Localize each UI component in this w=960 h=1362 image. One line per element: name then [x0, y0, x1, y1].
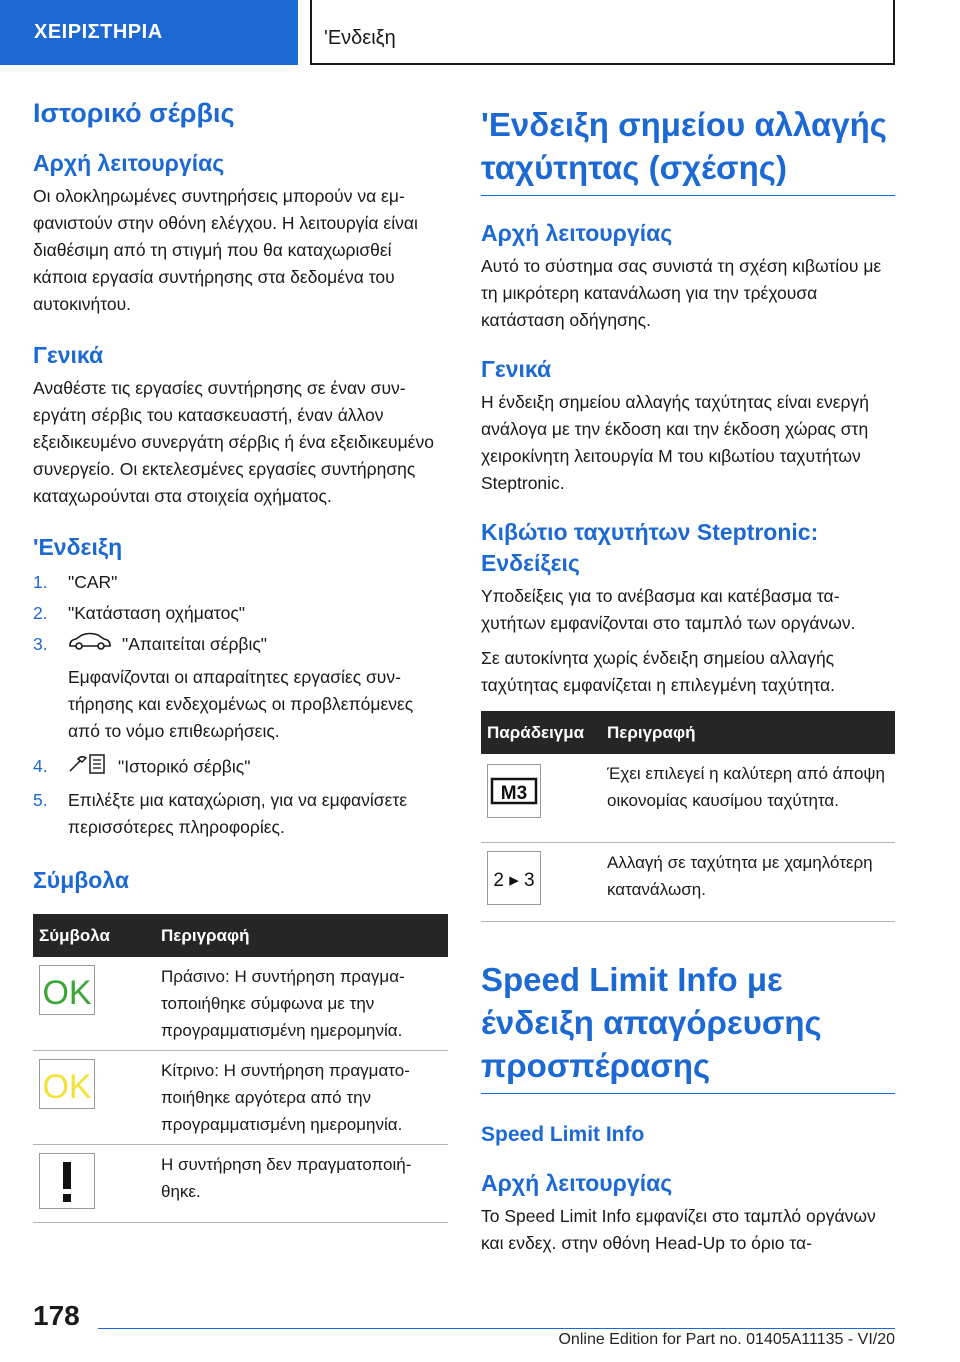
service-history-title: Ιστορικό σέρβις — [33, 98, 235, 128]
table-row — [33, 1145, 448, 1223]
row-description: Πράσινο: Η συντήρηση πραγματοποιήθηκε σύμφωνα με την προγραμματισμένη ημερομηνία. — [155, 957, 448, 1051]
step-number: 5. — [33, 790, 48, 811]
principle-text: Οι ολοκληρωμένες συντηρήσεις μπορούν να εμφανιστούν στην οθόνη ελέγχου. Η λειτουργία είναι διαθέσιμη από τη στιγμή που θα καταχωρισθεί κάποια εργασία συντήρησης στα δεδομένα του αυτοκινήτου. — [33, 186, 418, 314]
row-description: Έχει επιλεγεί η καλύτερη από άποψη οικονομίας καυσίμου ταχύτητα. — [601, 754, 895, 843]
steptronic-text-2: Σε αυτοκίνητα χωρίς ένδειξη σημείου αλλαγής ταχύτητας εμφανίζεται η επιλεγμένη ταχύτητα. — [481, 648, 836, 695]
row-description: Αλλαγή σε ταχύτητα με χαμηλότερη κατανάλωση. — [601, 843, 895, 922]
speed-limit-title: Speed Limit Info με ένδειξη απαγόρευσης προσπέρασης — [481, 958, 895, 1094]
general-text: Αναθέστε τις εργασίες συντήρησης σε έναν συνεργάτη σέρβις του κατασκευαστή, έναν άλλον εξειδικευμένο συνεργάτη σέρβις ή ένα εξειδικευμένο συνεργείο. Οι εκτελεσμένες εργασίες συντήρησης καταχωρούνται στα στοιχεία οχήματος. — [33, 378, 434, 506]
page-number: 178 — [33, 1300, 80, 1331]
row-description: Κίτρινο: Η συντήρηση πραγματοποιήθηκε αργότερα από την προγραμματισμένη ημερομηνία. — [155, 1051, 448, 1145]
ok-yellow-label: OK — [42, 1068, 92, 1107]
table-header: Παράδειγμα — [481, 711, 601, 754]
step-number: 4. — [33, 756, 48, 777]
display-heading: 'Ενδειξη — [33, 534, 123, 560]
chapter-tab: ΧΕΙΡΙΣΤΗΡΙΑ — [0, 0, 298, 65]
steptronic-heading: Κιβώτιο ταχυτήτων Steptronic: Ενδείξεις — [481, 519, 819, 576]
table-header: Περιγραφή — [155, 914, 448, 957]
table-header: Σύμβολα — [33, 914, 155, 957]
ok-green-label: OK — [42, 974, 92, 1013]
table-row — [481, 754, 895, 843]
ok-yellow-icon — [39, 1059, 95, 1109]
examples-table — [481, 711, 895, 922]
general-text: Η ένδειξη σημείου αλλαγής ταχύτητας είναι ενεργή ανάλογα με την έκδοση και την έκδοση χώρας στη χειροκίνητη λειτουργία M του κιβωτίου ταχυτήτων Steptronic. — [481, 392, 869, 493]
m3-label: M3 — [500, 783, 528, 804]
table-row — [33, 957, 448, 1051]
symbols-table — [33, 914, 448, 1223]
principle-text: Αυτό το σύστημα σας συνιστά τη σχέση κιβωτίου με τη μικρότερη κατανάλωση για την τρέχουσα κατάσταση οδήγησης. — [481, 256, 882, 330]
m3-gear-icon — [487, 764, 541, 818]
shift-indicator-title: 'Ενδειξη σημείου αλλαγής ταχύτητας (σχέσης) — [481, 103, 895, 196]
principle-heading: Αρχή λειτουργίας — [481, 220, 673, 246]
step-text: "CAR" — [68, 572, 118, 592]
section-title: 'Ενδειξη — [310, 0, 895, 65]
footer-divider — [98, 1328, 895, 1329]
list-item — [33, 787, 448, 841]
step-number: 1. — [33, 572, 48, 592]
list-item — [33, 753, 448, 783]
shift-label: 2 ▸ 3 — [493, 870, 535, 891]
general-heading: Γενικά — [33, 342, 104, 368]
speed-limit-text: Το Speed Limit Info εμφανίζει στο ταμπλό οργάνων και ενδεχ. στην οθόνη Head-Up το όριο τα- — [481, 1206, 876, 1253]
exclamation-icon — [39, 1153, 95, 1209]
speed-limit-heading: Speed Limit Info — [481, 1123, 645, 1146]
shift-2-to-3-icon — [487, 851, 541, 905]
steps-list — [33, 569, 448, 841]
list-item — [33, 569, 448, 596]
service-history-icon — [68, 753, 108, 783]
list-item — [33, 631, 448, 745]
step-text: Επιλέξτε μια καταχώριση, για να εμφανίσετε περισσότερες πληροφορίες. — [68, 790, 408, 838]
step-subtext: Εμφανίζονται οι απαραίτητες εργασίες συντήρησης και ενδεχομένως οι προβλεπόμενες από το νόμο επιθεωρήσεις. — [68, 667, 414, 742]
step-text: "Κατάσταση οχήματος" — [68, 603, 245, 623]
ok-green-icon — [39, 965, 95, 1015]
edition-text: Online Edition for Part no. 01405A11135 - VI/20 — [558, 1331, 895, 1348]
table-header: Περιγραφή — [601, 711, 895, 754]
principle-heading: Αρχή λειτουργίας — [33, 150, 225, 176]
table-row — [481, 843, 895, 922]
left-column — [33, 95, 448, 1223]
step-text: "Απαιτείται σέρβις" — [122, 634, 268, 654]
step-number: 2. — [33, 603, 48, 623]
principle-heading-2: Αρχή λειτουργίας — [481, 1170, 673, 1196]
right-column — [481, 103, 895, 1257]
step-number: 3. — [33, 634, 48, 654]
steptronic-text-1: Υποδείξεις για το ανέβασμα και κατέβασμα ταχυτήτων εμφανίζονται στο ταμπλό των οργάνων. — [481, 586, 856, 633]
car-icon — [68, 631, 112, 659]
list-item — [33, 600, 448, 627]
table-row — [33, 1051, 448, 1145]
general-heading: Γενικά — [481, 356, 552, 382]
row-description: Η συντήρηση δεν πραγματοποιήθηκε. — [155, 1145, 448, 1223]
step-text: "Ιστορικό σέρβις" — [118, 757, 251, 777]
symbols-heading: Σύμβολα — [33, 867, 129, 894]
